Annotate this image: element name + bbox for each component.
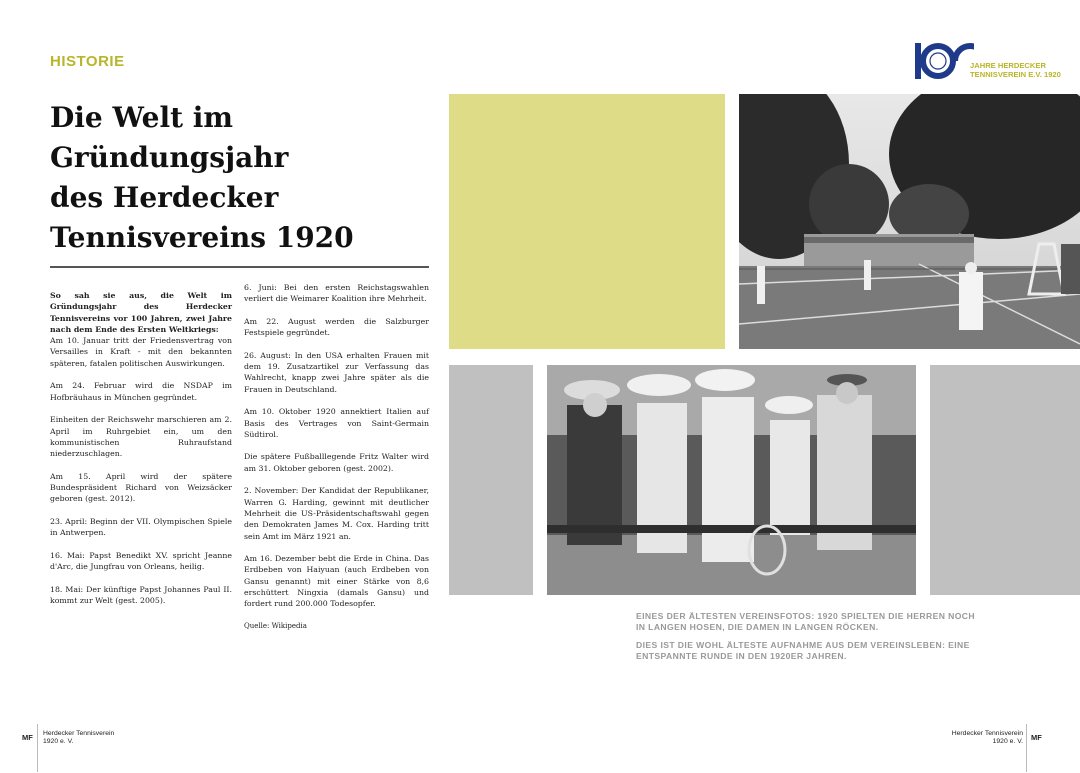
decorative-gray-block	[930, 365, 1080, 595]
timeline-entry: 23. April: Beginn der VII. Olympischen Spiele in Antwerpen.	[50, 516, 232, 538]
timeline-entry: 16. Mai: Papst Benedikt XV. spricht Jeanne d'Arc, die Jungfrau von Orleans, heilig.	[50, 550, 232, 572]
title-line: Gründungsjahr	[50, 141, 289, 174]
photo-tennis-court	[739, 94, 1080, 349]
intro-paragraph	[50, 290, 232, 369]
decorative-gray-block	[449, 365, 533, 595]
logo-line: TENNISVEREIN E.V. 1920	[970, 70, 1061, 79]
footer-line: 1920 e. V.	[43, 738, 74, 745]
timeline-entry: Am 10. Januar tritt der Friedensvertrag von Versailles in Kraft - mit den bekannten späteren, fatalen politischen Auswirkungen.	[50, 336, 232, 368]
title-line: Tennisvereins 1920	[50, 221, 354, 254]
photo-group-portrait	[547, 365, 916, 595]
timeline-entry: Am 16. Dezember bebt die Erde in China. Das Erdbeben von Haiyuan (auch Erdbeben von Gansu genannt) mit einer Stärke von 8,6 erschüttert Ningxia (damals Gansu) und fordert rund 200.000 Todesopfer.	[244, 554, 429, 609]
timeline-entry: 6. Juni: Bei den ersten Reichstagswahlen verliert die Weimarer Koalition ihre Mehrheit.	[244, 283, 429, 304]
photo-caption: DIES IST DIE WOHL ÄLTESTE AUFNAHME AUS DEM VEREINSLEBEN: EINE ENTSPANNTE RUNDE IN DEN 1920ER JAHREN.	[636, 640, 970, 662]
page-title	[50, 98, 430, 258]
footer-left	[43, 730, 163, 746]
footer-divider	[1026, 724, 1027, 772]
timeline-entry: Am 22. August werden die Salzburger Festspiele gegründet.	[244, 316, 429, 338]
section-label: HISTORIE	[50, 53, 125, 70]
anniversary-100-logo-icon	[914, 40, 974, 82]
source-note: Quelle: Wikipedia	[244, 621, 307, 630]
timeline-entry: Am 10. Oktober 1920 annektiert Italien auf Basis des Vertrages von Saint-Germain Südtirol.	[244, 407, 429, 439]
timeline-entry: Einheiten der Reichswehr marschieren am 2. April im Ruhrgebiet ein, um den kommunistischen Ruhraufstand niederzuschlagen.	[50, 415, 232, 459]
title-divider	[50, 266, 429, 268]
logo-line: JAHRE HERDECKER	[970, 61, 1046, 70]
intro-text: So sah sie aus, die Welt im Gründungsjahr des Herdecker Tennisvereins vor 100 Jahren, zwei Jahre nach dem Ende des Ersten Weltkriegs:	[50, 291, 232, 334]
footer-divider	[37, 724, 38, 772]
text-column-left	[50, 290, 232, 618]
title-line: Die Welt im	[50, 101, 234, 134]
logo-text	[970, 61, 1070, 79]
photo-caption: EINES DER ÄLTESTEN VEREINSFOTOS: 1920 SPIELTEN DIE HERREN NOCH IN LANGEN HOSEN, DIE DAMEN IN LANGEN RÖCKEN.	[636, 611, 976, 633]
footer-line: Herdecker Tennisverein	[951, 730, 1023, 737]
timeline-entry: 26. August: In den USA erhalten Frauen mit dem 19. Zusatzartikel zur Verfassung das Wahlrecht, knapp zwei Jahre später als die Frauen in Deutschland.	[244, 350, 429, 394]
text-column-right	[244, 282, 429, 644]
timeline-entry: Die spätere Fußballlegende Fritz Walter wird am 31. Oktober geboren (gest. 2002).	[244, 452, 429, 473]
timeline-entry: Am 24. Februar wird die NSDAP im Hofbräuhaus in München gegründet.	[50, 381, 232, 402]
timeline-entry: 2. November: Der Kandidat der Republikaner, Warren G. Harding, gewinnt mit deutlicher Mehrheit die US-Präsidentschaftswahl gegen den Demokraten James M. Cox. Harding tritt sein Amt im März 1921 an.	[244, 486, 429, 541]
footer-line: Herdecker Tennisverein	[43, 730, 115, 737]
timeline-entry: Am 15. April wird der spätere Bundespräsident Richard von Weizsäcker geboren (gest. 2012).	[50, 471, 232, 504]
title-line: des Herdecker	[50, 181, 279, 214]
decorative-yellow-block	[449, 94, 725, 349]
footer-line: 1920 e. V.	[992, 738, 1023, 745]
footer-right	[920, 730, 1023, 746]
timeline-entry: 18. Mai: Der künftige Papst Johannes Paul II. kommt zur Welt (gest. 2005).	[50, 584, 232, 606]
folio-mark: MF	[22, 733, 33, 742]
folio-mark: MF	[1031, 733, 1042, 742]
